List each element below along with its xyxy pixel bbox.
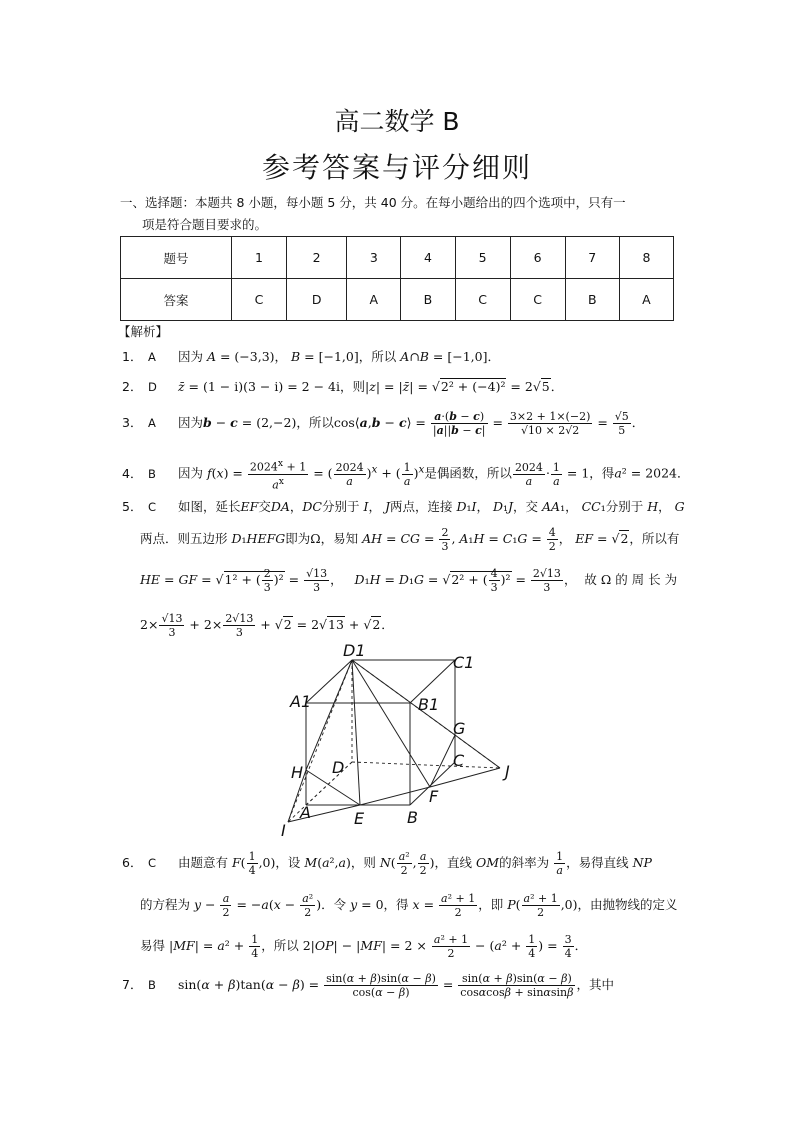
label-c1: C1 xyxy=(453,653,475,672)
solution-5-line-3: HE = GF = √1² + ( $\frac{2}{3}$ )² = $\frac{√13}{3}$ ， D₁H = D₁G = √2² + ( $\frac{4}{3}$ )² = $\frac{2√13}{3}$ ， 故 Ω 的 周 长 为 xyxy=(140,567,678,594)
analysis-label: 【解析】 xyxy=(118,324,169,339)
text: ，易得直线 xyxy=(566,855,629,870)
solution-2: 2． D z̄ = (1 − i)(3 − i) = 2 − 4i，则|z| = |z̄| = √2² + (−4)² = 2√5． xyxy=(122,379,564,394)
solution-7: 7． B sin(α + β)tan(α − β) = $\frac{\sin(\alpha + \beta)\sin(\alpha - \beta)}{\cos(\alpha - \beta)}$ = $\frac{\sin(\alpha + \beta)\sin(\alpha - \beta)}{\cos\alpha\cos\beta + \sin\alpha\sin\beta}$ ，其中 xyxy=(122,972,614,999)
item-number: 7． xyxy=(122,977,143,992)
table-cell: 6 xyxy=(510,237,565,279)
solution-6-line-3: 易得 |MF| = a² + $\frac{1}{4}$ ，所以 2|OP| − |MF| = 2 × $\frac{\text{a² + 1}}{2}$ − (a² + $\frac{1}{4}$ ) = $\frac{3}{4}$ ． xyxy=(140,933,588,960)
text: 是偶函数，所以 xyxy=(424,465,512,481)
table-cell: 4 xyxy=(401,237,455,279)
text: ，直线 xyxy=(434,855,473,870)
label-b: B xyxy=(407,808,418,827)
text: ，所以有 xyxy=(629,531,680,546)
text: ．令 xyxy=(321,897,347,912)
table-cell: A xyxy=(347,279,401,321)
label-j: J xyxy=(505,762,510,781)
item-answer: B xyxy=(148,978,156,992)
text: 易得 xyxy=(140,938,166,953)
text: 由题意有 xyxy=(177,855,228,870)
table-cell: D xyxy=(287,279,347,321)
edge-fj xyxy=(430,768,500,787)
text: ，即 xyxy=(478,897,504,912)
item-answer: C xyxy=(148,856,157,870)
item-answer: D xyxy=(148,380,157,394)
table-cell: C xyxy=(510,279,565,321)
text: ，所以cos xyxy=(296,415,355,430)
edge-ie xyxy=(288,805,360,822)
text: 分别于 xyxy=(605,499,644,514)
item-number: 4． xyxy=(122,465,143,481)
solution-5-line-2: 两点．则五边形 D₁HEFG即为Ω，易知 AH = CG = $\frac{2}{3}$ , A₁H = C₁G = $\frac{4}{2}$ ， EF = √2，所以有 xyxy=(140,526,680,553)
item-number: 1． xyxy=(122,349,143,364)
label-f: F xyxy=(429,787,439,806)
text: ，则 xyxy=(350,855,376,870)
text: 分别于 xyxy=(322,499,360,514)
solution-1: 1． A 因为 A = (−3,3)， B = [−1,0]，所以 A∩B = [−1,0]． xyxy=(122,349,500,364)
section-line-1: 一、选择题：本题共 8 小题，每小题 5 分，共 40 分。在每小题给出的四个选项中，只有一 xyxy=(120,195,626,210)
text: ，则 xyxy=(340,379,366,394)
edge-dj xyxy=(352,762,500,768)
item-answer: C xyxy=(148,500,157,514)
label-d1: D1 xyxy=(343,641,366,660)
text: 交 xyxy=(525,499,539,514)
item-number: 2． xyxy=(122,379,143,394)
text: 即为Ω，易知 xyxy=(285,531,359,546)
label-h: H xyxy=(291,763,304,782)
text: ，其中 xyxy=(576,977,614,992)
item-number: 6． xyxy=(122,855,143,870)
label-e: E xyxy=(354,809,365,828)
edge-d1a1 xyxy=(306,660,352,703)
edge-d1i xyxy=(288,660,352,822)
text: 故 Ω 的 周 长 为 xyxy=(584,572,678,587)
label-a: A xyxy=(300,803,311,822)
page-subtitle: 参考答案与评分细则 xyxy=(261,151,532,184)
table-cell: 2 xyxy=(287,237,347,279)
item-answer: A xyxy=(148,350,156,364)
table-cell: 8 xyxy=(619,237,673,279)
text: 因为 xyxy=(177,349,207,364)
text: 因为 xyxy=(177,415,203,430)
text: 因为 xyxy=(177,465,207,481)
item-number: 5． xyxy=(122,499,143,514)
item-number: 3． xyxy=(122,415,143,430)
solution-6: 6． C 由题意有 F( $\frac{1}{4}$ ,0)，设 M(a²,a)，则 N( $\frac{\text{a²}}{2}$ , $\frac{a}{2}$ )，直线 OM的斜率为 $\frac{1}{a}$ ，易得直线 NP xyxy=(122,850,652,877)
edge-fg xyxy=(430,735,455,787)
table-cell: 7 xyxy=(565,237,619,279)
text: ，由抛物线的定义 xyxy=(577,897,678,912)
text: 两点．则五边形 xyxy=(140,531,228,546)
label-b1: B1 xyxy=(418,695,440,714)
table-header-cell: 答案 xyxy=(121,279,232,321)
label-i: I xyxy=(281,821,286,840)
solution-3: 3． A 因为b − c = (2,−2)，所以cos⟨a,b − c⟩ = $\frac{a\cdot(b - c)}{|a||b - c|}$ = $\frac{3\times 2 + 1\times(-2)}{√10 \times 2√2}$ = $\frac{√5}{5}$ ． xyxy=(122,410,645,437)
text: ，设 xyxy=(275,855,301,870)
text: 的斜率为 xyxy=(499,855,550,870)
text: 交 xyxy=(258,499,271,514)
edge-d1e xyxy=(352,660,360,805)
text: ，得 xyxy=(589,465,615,481)
label-c: C xyxy=(453,751,465,770)
section-line-2: 项是符合题目要求的。 xyxy=(142,217,268,232)
text: ，所以 xyxy=(358,349,401,364)
table-cell: 1 xyxy=(232,237,287,279)
solution-5-line-4: 2× $\frac{√13}{3}$ + 2× $\frac{2√13}{3}$ + √2 = 2√13 + √2． xyxy=(140,612,394,639)
text: 的方程为 xyxy=(140,897,191,912)
item-answer: B xyxy=(148,466,156,481)
solution-6-line-2: 的方程为 y − $\frac{a}{2}$ = −a(x − $\frac{\text{a²}}{2}$ )．令 y = 0，得 x = $\frac{\text{a² + 1}}{2}$ ，即 P( $\frac{\text{a² + 1}}{2}$ ,0)，由抛物线的定义 xyxy=(140,892,678,919)
table-header-cell: 题号 xyxy=(121,237,232,279)
edge-d1h xyxy=(306,660,352,770)
table-cell: B xyxy=(401,279,455,321)
solution-4: 4． B 因为 f(x) = $\frac{2024^x + 1}{a^x}$ = ( $\frac{2024}{a}$ )$^x$ + ( $\frac{1}{a}$ )$^x$是偶函数，所以 $\frac{2024}{a}$ · $\frac{1}{a}$ = 1，得a² = 2024． xyxy=(122,458,690,492)
table-cell: B xyxy=(565,279,619,321)
text: ， xyxy=(289,499,303,514)
label-g: G xyxy=(453,719,466,738)
table-cell: 5 xyxy=(455,237,510,279)
table-cell: A xyxy=(619,279,673,321)
table-cell: C xyxy=(455,279,510,321)
text: 如图，延长 xyxy=(177,499,241,514)
label-a1: A1 xyxy=(290,692,312,711)
text: ，所以 xyxy=(261,938,299,953)
solution-5: 5． C 如图，延长EF交DA，DC分别于 I， J两点，连接 D₁I， D₁J，交 AA₁， CC₁分别于 H， G xyxy=(122,499,685,514)
text: ，得 xyxy=(383,897,409,912)
label-d: D xyxy=(332,758,345,777)
item-answer: A xyxy=(148,416,156,430)
edge-d1f xyxy=(352,660,430,787)
table-cell: C xyxy=(232,279,287,321)
table-cell: 3 xyxy=(347,237,401,279)
page-title: 高二数学 B xyxy=(334,107,460,136)
text: 两点，连接 xyxy=(389,499,453,514)
